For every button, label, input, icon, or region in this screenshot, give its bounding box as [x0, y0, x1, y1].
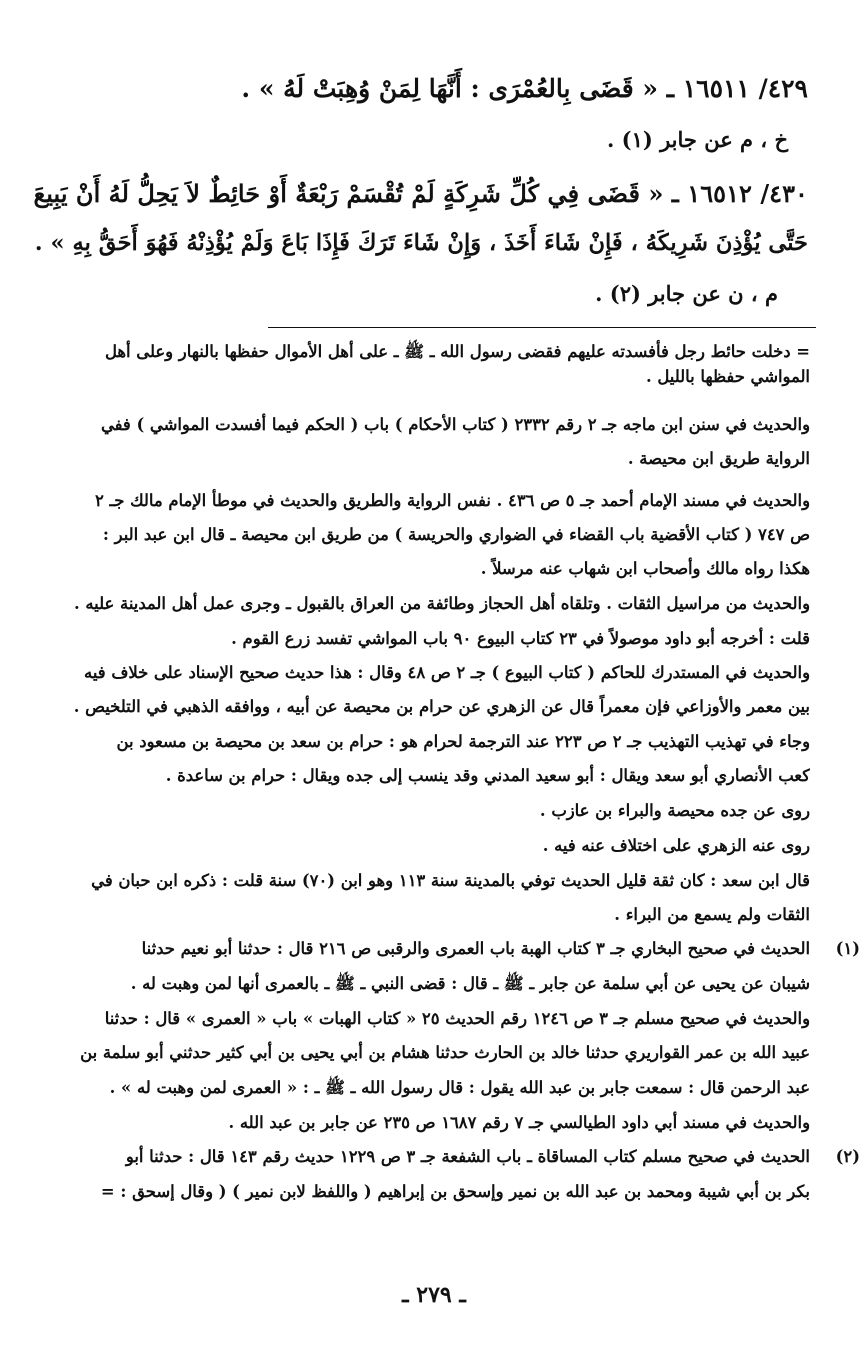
footnote-1-line: والحديث في صحيح مسلم جـ ٣ ص ١٢٤٦ رقم الحديث ٢٥ « كتاب الهبات » باب « العمرى » قال : حدثنا: [104, 1009, 810, 1028]
note-line: روى عنه الزهري على اختلاف عنه فيه .: [542, 836, 810, 855]
note-line: قال ابن سعد : كان ثقة قليل الحديث توفي بالمدينة سنة ١١٣ وهو ابن (٧٠) سنة قلت : ذكره ابن حبان في: [91, 871, 810, 890]
hadith-430-text-line-1: ٤٣٠/ ١٦٥١٢ ـ « قَضَى فِي كُلِّ شَرِكَةٍ لَمْ تُقْسَمْ رَبْعَةٌ أَوْ حَائِطٌ لاَ يَحِلُّ لَهُ أَنْ يَبِيعَ: [33, 179, 808, 208]
page-number: ـ ٢٧٩ ـ: [402, 1282, 466, 1308]
note-line: كعب الأنصاري أبو سعد ويقال : أبو سعيد المدني وقد ينسب إلى جده ويقال : حرام بن ساعدة .: [165, 766, 810, 785]
note-line: قلت : أخرجه أبو داود موصولاً في ٢٣ كتاب البيوع ٩٠ باب المواشي تفسد زرع القوم .: [231, 629, 810, 648]
note-line: الرواية طريق ابن محيصة .: [627, 449, 810, 468]
hadith-430-source: م ، ن عن جابر (٢) .: [595, 281, 778, 306]
footnote-2-line: الحديث في صحيح مسلم كتاب المساقاة ـ باب الشفعة جـ ٣ ص ١٢٢٩ حديث رقم ١٤٣ قال : حدثنا أبو: [125, 1147, 810, 1166]
hadith-429-source: خ ، م عن جابر (١) .: [607, 127, 788, 152]
footnote-1-line: عبيد الله بن عمر القواريري حدثنا خالد بن الحارث حدثنا هشام بن أبي يحيى بن أبي كثير حدثني أبو سلمة بن: [80, 1043, 810, 1062]
note-line: هكذا رواه مالك وأصحاب ابن شهاب عنه مرسلاً .: [480, 559, 810, 578]
note-line: وجاء في تهذيب التهذيب جـ ٢ ص ٢٢٣ عند الترجمة لحرام هو : حرام بن سعد بن محيصة بن مسعود بن: [116, 732, 810, 751]
note-line: والحديث من مراسيل الثقات . وتلقاه أهل الحجاز وطائفة من العراق بالقبول ـ وجرى عمل أهل المدينة عليه .: [73, 594, 810, 613]
note-line: = دخلت حائط رجل فأفسدته عليهم فقضى رسول الله ـ ﷺ ـ على أهل الأموال حفظها بالنهار وعلى أهل: [104, 342, 810, 361]
note-line: والحديث في سنن ابن ماجه جـ ٢ رقم ٢٣٣٢ ( كتاب الأحكام ) باب ( الحكم فيما أفسدت المواشي ) ففي: [100, 415, 810, 434]
hadith-429-text: ٤٢٩/ ١٦٥١١ ـ « قَضَى بِالعُمْرَى : أَنَّهَا لِمَنْ وُهِبَتْ لَهُ » .: [241, 74, 808, 103]
footnote-2-marker: (٢): [835, 1147, 860, 1166]
footnote-1-line: شيبان عن يحيى عن أبي سلمة عن جابر ـ ﷺ ـ قال : قضى النبي ـ ﷺ ـ بالعمرى أنها لمن وهبت له .: [130, 974, 810, 993]
footnote-separator: [268, 327, 816, 328]
note-line: روى عن جده محيصة والبراء بن عازب .: [539, 801, 810, 820]
footnote-1-line: عبد الرحمن قال : سمعت جابر بن عبد الله يقول : قال رسول الله ـ ﷺ ـ : « العمرى لمن وهبت له » .: [109, 1078, 810, 1097]
note-line: بين معمر والأوزاعي فإن معمراً قال عن الزهري عن حرام بن محيصة عن أبيه ، ووافقه الذهبي في التلخيص .: [73, 697, 810, 716]
note-line: والحديث في المستدرك للحاكم ( كتاب البيوع ) جـ ٢ ص ٤٨ وقال : هذا حديث صحيح الإسناد على خلاف فيه: [84, 663, 810, 682]
hadith-430-text-line-2: حَتَّى يُؤْذِنَ شَرِيكَهُ ، فَإِنْ شَاءَ أَخَذَ ، وَإِنْ شَاءَ تَرَكَ فَإِذَا بَاعَ وَلَمْ يُؤْذِنْهُ فَهُوَ أَحَقُّ بِهِ » .: [34, 230, 808, 256]
note-line: المواشي حفظها بالليل .: [645, 367, 810, 386]
note-line: الثقات ولم يسمع من البراء .: [614, 905, 810, 924]
note-line: ص ٧٤٧ ( كتاب الأقضية باب القضاء في الضواري والحريسة ) من طريق ابن محيصة ـ قال ابن عبد البر :: [102, 525, 810, 544]
note-line: والحديث في مسند الإمام أحمد جـ ٥ ص ٤٣٦ . نفس الرواية والطريق والحديث في موطأ الإمام مالك جـ ٢: [94, 491, 810, 510]
footnote-1-line: والحديث في مسند أبي داود الطيالسي جـ ٧ رقم ١٦٨٧ ص ٢٣٥ عن جابر بن عبد الله .: [228, 1113, 810, 1132]
footnote-1-line: الحديث في صحيح البخاري جـ ٣ كتاب الهبة باب العمرى والرقبى ص ٢١٦ قال : حدثنا أبو نعيم حدثنا: [141, 939, 810, 958]
footnote-2-line: بكر بن أبي شيبة ومحمد بن عبد الله بن نمير وإسحق بن إبراهيم ( واللفظ لابن نمير ) ( وقال إسحق : =: [100, 1182, 810, 1201]
footnote-1-marker: (١): [835, 939, 860, 958]
